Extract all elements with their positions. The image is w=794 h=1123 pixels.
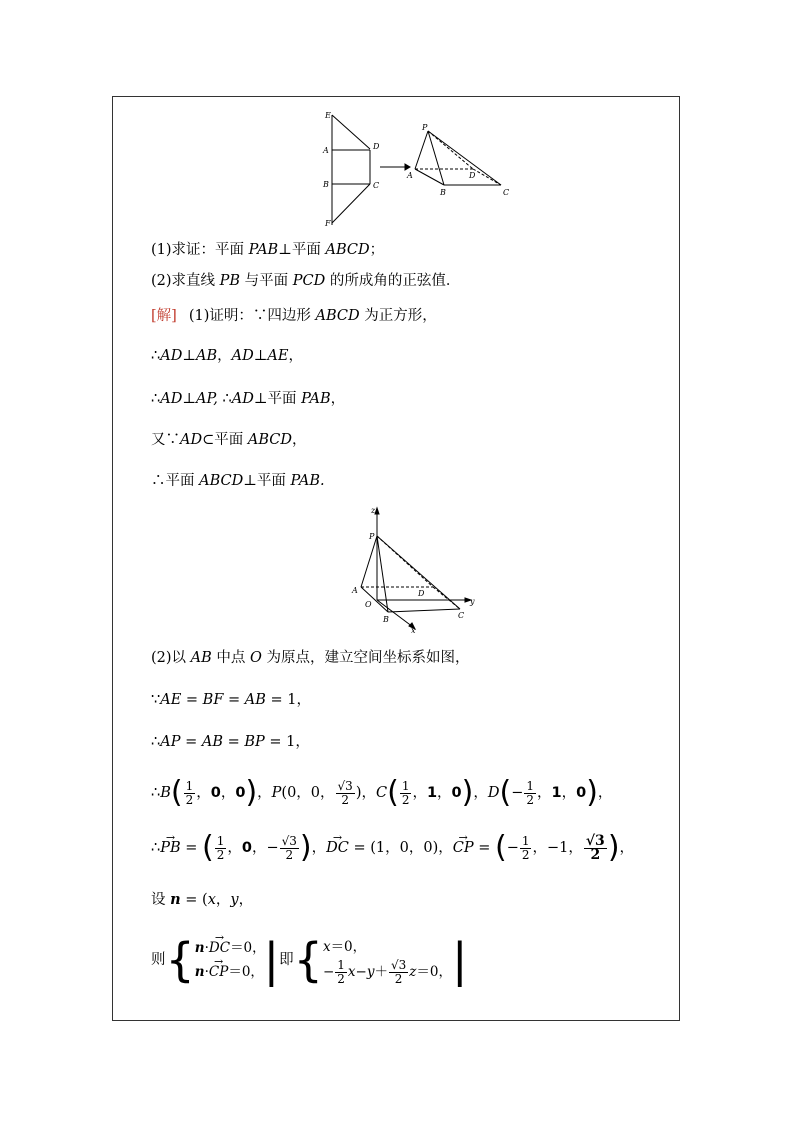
label-A2: A bbox=[407, 171, 413, 180]
solution-line-7: ∵AE = BF = AB = 1， bbox=[151, 692, 311, 708]
figure-coordinate-system bbox=[343, 505, 478, 635]
label-A: A bbox=[323, 146, 329, 155]
axis-label-x: x bbox=[411, 626, 416, 635]
fraction: $\frac{√3}{2}$ bbox=[281, 833, 297, 862]
label-B: B bbox=[383, 615, 389, 624]
label-C2: C bbox=[503, 188, 510, 197]
axis-label-y: y bbox=[470, 597, 475, 606]
solution-line-1: [解] (1)证明：∵四边形 ABCD 为正方形， bbox=[151, 308, 437, 324]
question-1: (1)求证：平面 PAB⊥平面 ABCD； bbox=[151, 242, 385, 258]
solution-tag: [解] bbox=[151, 308, 177, 324]
fraction: $\frac{1}{2}$ bbox=[521, 833, 530, 862]
fraction: $\frac{1}{2}$ bbox=[185, 778, 194, 807]
fraction: $\frac{1}{2}$ bbox=[401, 778, 410, 807]
fraction: $\frac{√3}{2}$ bbox=[337, 778, 353, 807]
label-F: F bbox=[325, 219, 331, 228]
fraction: $\frac{1}{2}$ bbox=[337, 957, 345, 986]
label-O: O bbox=[365, 600, 372, 609]
label-P: P bbox=[422, 123, 428, 132]
solution-line-3: ∴AD⊥AP, ∴AD⊥平面 PAB， bbox=[151, 391, 346, 407]
label-D2: D bbox=[469, 171, 476, 180]
solution-line-2: ∴AD⊥AB，AD⊥AE， bbox=[151, 348, 303, 364]
label-P: P bbox=[369, 532, 375, 541]
equation-system: 则{ n·→ DC＝0， n·→ CP＝0， |即{ x＝0， − $\frac{1}{2}$ x−y＋ $\frac{√3}{2}$ z＝0， | bbox=[151, 932, 467, 988]
label-C: C bbox=[458, 611, 465, 620]
solution-line-8: ∴AP = AB = BP = 1， bbox=[151, 734, 310, 750]
fraction: $\frac{√3}{2}$ bbox=[390, 957, 407, 986]
system-right: x＝0， − $\frac{1}{2}$ x−y＋ $\frac{√3}{2}$ z＝0， bbox=[322, 938, 452, 986]
label-A: A bbox=[352, 586, 358, 595]
axis-label-z: z bbox=[371, 506, 376, 515]
question-2: (2)求直线 PB 与平面 PCD 的所成角的正弦值． bbox=[151, 273, 461, 289]
solution-line-5: ∴平面 ABCD⊥平面 PAB. bbox=[151, 473, 325, 489]
system-left: n·→ DC＝0， n·→ CP＝0， bbox=[195, 936, 266, 984]
fraction: $\frac{1}{2}$ bbox=[526, 778, 535, 807]
label-B2: B bbox=[440, 188, 446, 197]
solution-line-4: 又∵AD⊂平面 ABCD， bbox=[151, 432, 307, 448]
coordinates-line: ∴B( $\frac{1}{2}$ ，0，0)，P(0，0， $\frac{√3}{2}$ )，C( $\frac{1}{2}$ ，1，0)，D(− $\frac{1}{2}$ ，1，0)， bbox=[151, 775, 613, 810]
solution-line-normal: 设 n = (x，y， bbox=[151, 891, 254, 908]
fraction: $\frac{√3}{2}$ bbox=[585, 832, 605, 863]
label-E: E bbox=[325, 111, 331, 120]
fraction: $\frac{1}{2}$ bbox=[216, 833, 225, 862]
label-C: C bbox=[373, 181, 380, 190]
label-B: B bbox=[323, 180, 329, 189]
label-D: D bbox=[373, 142, 380, 151]
figure-unfolded-and-pyramid bbox=[318, 108, 528, 230]
vectors-line: ∴→ PB = ( $\frac{1}{2}$ ，0，− $\frac{√3}{2}$ )，→ DC = (1，0，0)，→ CP = (− $\frac{1}{2}$ ，−1， $\frac{√3}{2}$ )， bbox=[151, 830, 634, 866]
solution-line-6: (2)以 AB 中点 O 为原点，建立空间坐标系如图， bbox=[151, 650, 470, 666]
label-D: D bbox=[418, 589, 425, 598]
